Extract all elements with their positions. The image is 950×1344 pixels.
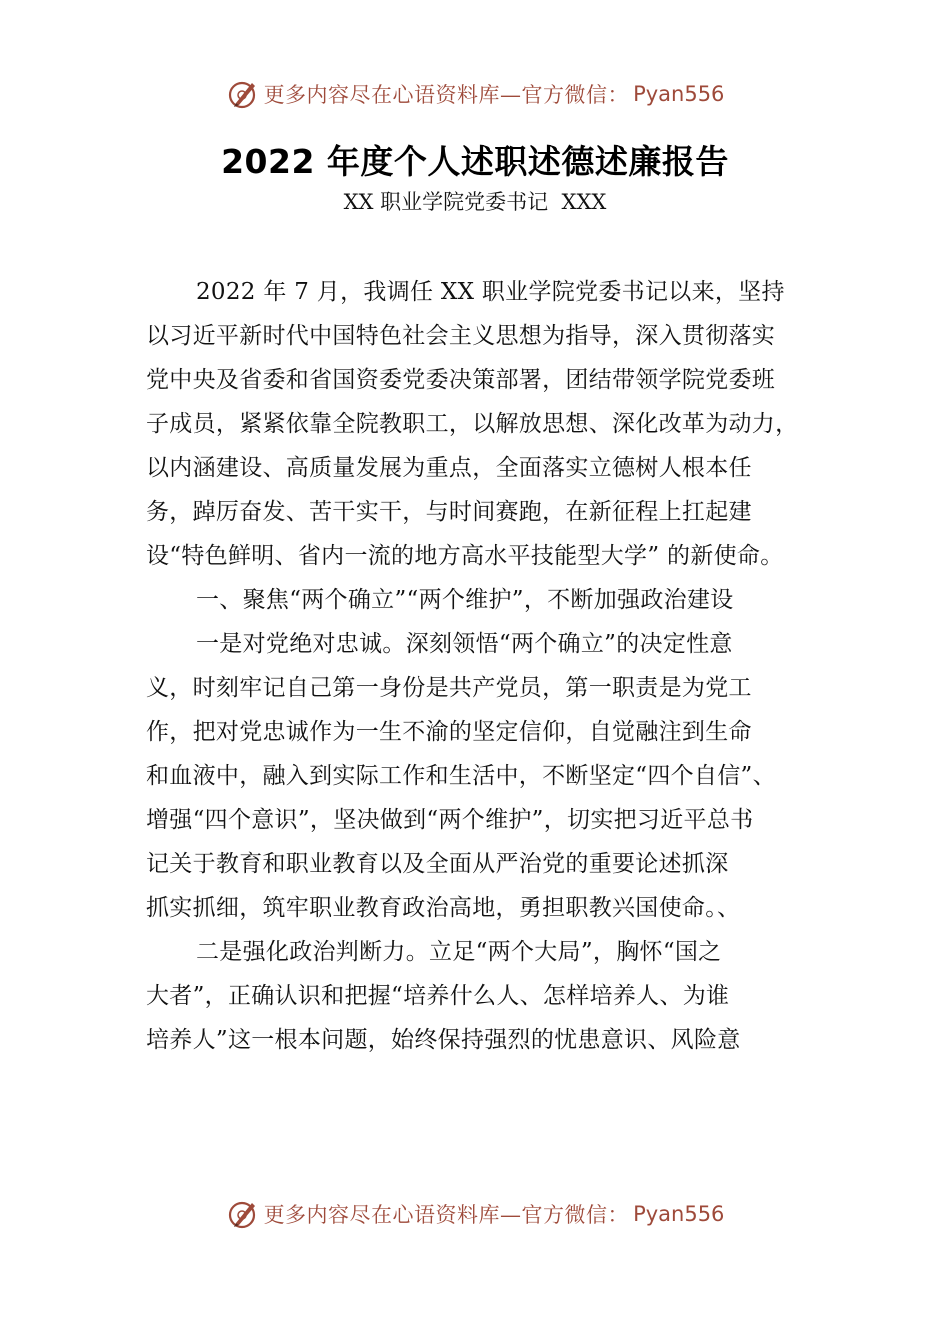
document-body bbox=[146, 270, 836, 1062]
body-line: 二是强化政治判断力。立足“两个大局”，胸怀“国之 bbox=[196, 939, 722, 965]
body-line: 子成员，紧紧依靠全院教职工，以解放思想、深化改革为动力， bbox=[146, 411, 799, 437]
document-title: 2022 年度个人述职述德述廉报告 bbox=[221, 142, 729, 181]
watermark-banner-top bbox=[0, 72, 950, 116]
body-line: 和血液中，融入到实际工作和生活中，不断坚定“四个自信”、 bbox=[146, 763, 776, 789]
body-line: 党中央及省委和省国资委党委决策部署，团结带领学院党委班 bbox=[146, 367, 776, 393]
body-line: 以习近平新时代中国特色社会主义思想为指导，深入贯彻落实 bbox=[146, 323, 776, 349]
body-line: 抓实抓细，筑牢职业教育政治高地，勇担职教兴国使命。、 bbox=[146, 895, 741, 921]
body-line: 大者”，正确认识和把握“培养什么人、怎样培养人、为谁 bbox=[146, 983, 730, 1009]
pen-circle-logo-icon bbox=[226, 1197, 260, 1231]
document-subtitle: XX 职业学院党委书记 XXX bbox=[343, 190, 607, 214]
watermark-banner-bottom bbox=[0, 1192, 950, 1236]
body-line: 记关于教育和职业教育以及全面从严治党的重要论述抓深 bbox=[146, 851, 729, 877]
watermark-account: Pyan556 bbox=[633, 1202, 725, 1226]
watermark-account: Pyan556 bbox=[633, 82, 725, 106]
body-line: 作，把对党忠诚作为一生不渝的坚定信仰，自觉融注到生命 bbox=[146, 719, 752, 745]
body-line: 设“特色鲜明、省内一流的地方高水平技能型大学” 的新使命。 bbox=[146, 543, 784, 569]
body-line: 2022 年 7 月，我调任 XX 职业学院党委书记以来，坚持 bbox=[196, 279, 785, 305]
body-line: 培养人”这一根本问题，始终保持强烈的忧患意识、风险意 bbox=[146, 1027, 741, 1053]
watermark-text: 更多内容尽在心语资料库—官方微信： bbox=[263, 83, 630, 107]
section-heading: 一、聚焦“两个确立”“两个维护”，不断加强政治建设 bbox=[196, 587, 734, 613]
body-line: 一是对党绝对忠诚。深刻领悟“两个确立”的决定性意 bbox=[196, 631, 733, 657]
body-line: 增强“四个意识”，坚决做到“两个维护”，切实把习近平总书 bbox=[146, 807, 754, 833]
watermark-text: 更多内容尽在心语资料库—官方微信： bbox=[263, 1203, 630, 1227]
pen-circle-logo-icon bbox=[226, 77, 260, 111]
body-line: 义，时刻牢记自己第一身份是共产党员，第一职责是为党工 bbox=[146, 675, 752, 701]
body-line: 以内涵建设、高质量发展为重点，全面落实立德树人根本任 bbox=[146, 455, 752, 481]
body-line: 务，踔厉奋发、苦干实干，与时间赛跑，在新征程上扛起建 bbox=[146, 499, 752, 525]
